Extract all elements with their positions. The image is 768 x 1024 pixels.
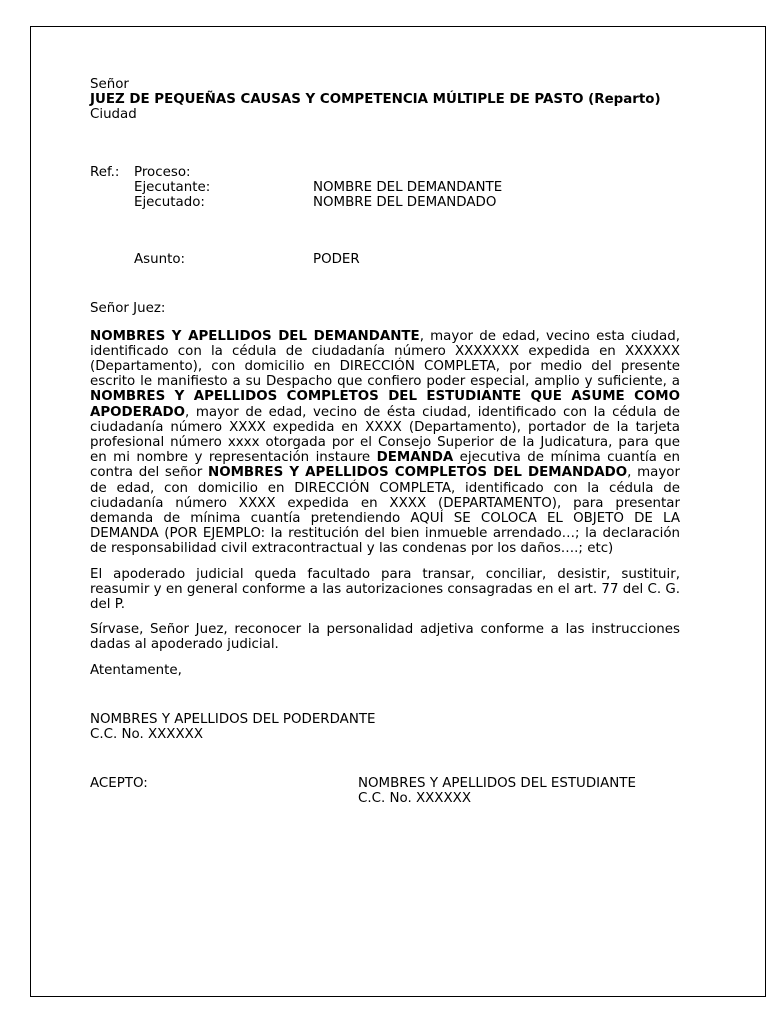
acceptance-block (90, 776, 680, 806)
subject-row (90, 252, 680, 267)
ejecutado-value: NOMBRE DEL DEMANDADO (313, 194, 497, 210)
body-paragraph-3: Sírvase, Señor Juez, reconocer la personalidad adjetiva conforme a las instrucciones dadas al apoderado judicial. (90, 622, 680, 653)
body-paragraph-1: NOMBRES Y APELLIDOS DEL DEMANDANTE, mayor de edad, vecino esta ciudad, identificado con la cédula de ciudadanía número XXXXXXX expedida en XXXXXX (Departamento), con domicilio en DIRECCIÓN COMPLETA, por medio del presente escrito le manifiesto a su Despacho que confiero poder especial, amplio y suficiente, a NOMBRES Y APELLIDOS COMPLETOS DEL ESTUDIANTE QUE ASUME COMO APODERADO, mayor de edad, vecino de ésta ciudad, identificado con la cédula de ciudadanía número XXXX expedida en XXXX (Departamento), portador de la tarjeta profesional número xxxx otorgada por el Consejo Superior de la Judicatura, para que en mi nombre y representación instaure DEMANDA ejecutiva de mínima cuantía en contra del señor NOMBRES Y APELLIDOS COMPLETOS DEL DEMANDADO, mayor de edad, con domicilio en DIRECCIÓN COMPLETA, identificado con la cédula de ciudadanía número XXXX expedida en XXXX (DEPARTAMENTO), para presentar demanda de mínima cuantía pretendiendo AQUÍ SE COLOCA EL OBJETO DE LA DEMANDA (POR EJEMPLO: la restitución del bien inmueble arrendado…; la declaración de responsabilidad civil extracontractual y las condenas por los daños….; etc) (90, 328, 680, 557)
signature-name: NOMBRES Y APELLIDOS DEL PODERDANTE (90, 711, 376, 727)
ref-label: Ref.: (90, 164, 120, 180)
acceptance-name: NOMBRES Y APELLIDOS DEL ESTUDIANTE (358, 776, 636, 792)
subject-label: Asunto: (134, 252, 186, 268)
ejecutante-label: Ejecutante: (134, 179, 211, 195)
subject-value: PODER (313, 252, 360, 268)
letter-content (90, 77, 680, 807)
ejecutante-value: NOMBRE DEL DEMANDANTE (313, 179, 503, 195)
city: Ciudad (90, 107, 137, 123)
signature-block (90, 712, 680, 742)
acceptance-label: ACEPTO: (90, 776, 148, 792)
address-block (90, 77, 680, 123)
document-page (30, 26, 766, 997)
addressee: JUEZ DE PEQUEÑAS CAUSAS Y COMPETENCIA MÚLTIPLE DE PASTO (Reparto) (90, 92, 661, 108)
signature-id: C.C. No. XXXXXX (90, 727, 203, 743)
proceso-label: Proceso: (134, 164, 191, 180)
body-paragraph-2: El apoderado judicial queda facultado para transar, conciliar, desistir, sustituir, reasumir y en general conforme a las autorizaciones consagradas en el art. 77 del C. G. del P. (90, 566, 680, 613)
ejecutado-label: Ejecutado: (134, 194, 205, 210)
reference-block (90, 165, 680, 211)
closing: Atentamente, (90, 662, 182, 678)
acceptance-id: C.C. No. XXXXXX (358, 791, 471, 807)
greeting: Señor Juez: (90, 301, 166, 317)
salutation: Señor (90, 77, 129, 92)
